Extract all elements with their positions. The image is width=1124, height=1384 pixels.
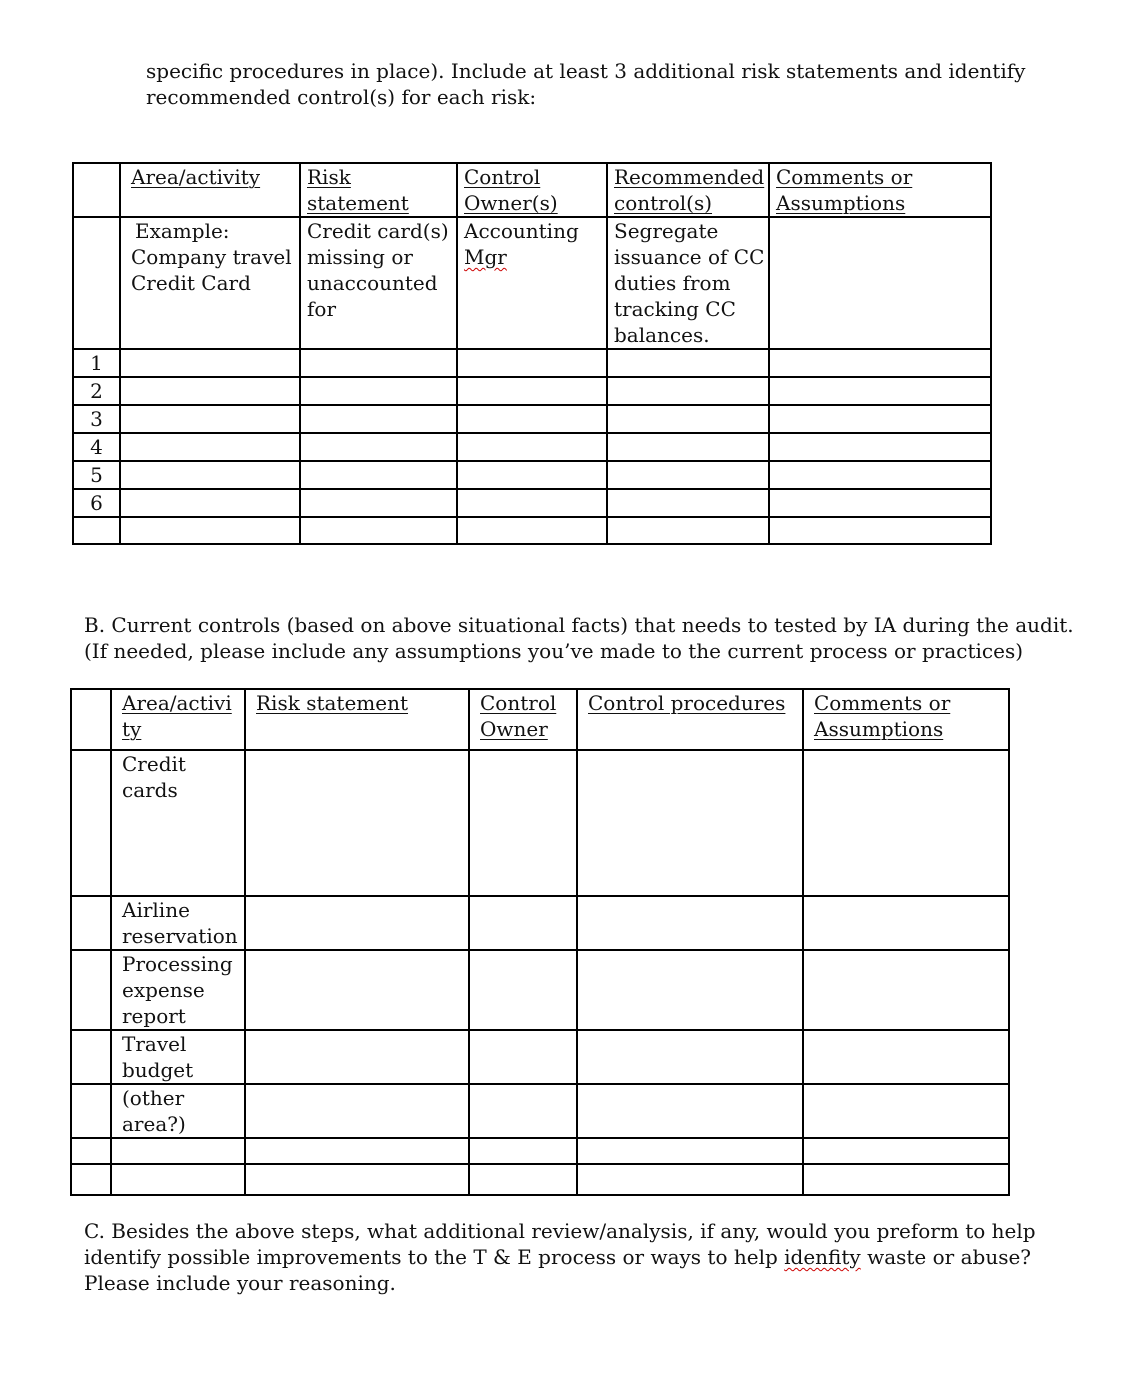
blank-2-procedures[interactable] bbox=[577, 1164, 803, 1195]
airline-procedures[interactable] bbox=[577, 896, 803, 950]
blank-2-owner[interactable] bbox=[469, 1164, 577, 1195]
header-area-activity: Area/activi ty bbox=[111, 689, 245, 750]
blank-2-risk[interactable] bbox=[245, 1164, 469, 1195]
table-row bbox=[73, 433, 991, 461]
current-controls-table bbox=[70, 688, 1010, 1196]
row-5-control[interactable] bbox=[607, 461, 769, 489]
row-2-risk[interactable] bbox=[300, 377, 457, 405]
row-7-control[interactable] bbox=[607, 517, 769, 544]
section-c-line-2: identify possible improvements to the T & E process or ways to help idenfity waste or abuse? bbox=[84, 1245, 1032, 1269]
row-3-risk[interactable] bbox=[300, 405, 457, 433]
example-area: Example: Company travel Credit Card bbox=[120, 217, 300, 349]
blank-1-risk[interactable] bbox=[245, 1138, 469, 1164]
row-6-area[interactable] bbox=[120, 489, 300, 517]
example-risk-statement: Credit card(s) missing or unaccounted for bbox=[300, 217, 457, 349]
section-b-text bbox=[84, 612, 1084, 664]
intro-line-2: recommended control(s) for each risk: bbox=[146, 85, 537, 109]
row-6-comments[interactable] bbox=[769, 489, 991, 517]
expense-comments[interactable] bbox=[803, 950, 1009, 1030]
table-row bbox=[73, 377, 991, 405]
table-row bbox=[71, 896, 1009, 950]
row-4-area[interactable] bbox=[120, 433, 300, 461]
budget-risk[interactable] bbox=[245, 1030, 469, 1084]
row-6-owner[interactable] bbox=[457, 489, 607, 517]
blank-1-procedures[interactable] bbox=[577, 1138, 803, 1164]
row-4-risk[interactable] bbox=[300, 433, 457, 461]
row-number: 6 bbox=[73, 489, 120, 517]
credit-cards-comments[interactable] bbox=[803, 750, 1009, 896]
credit-cards-owner[interactable] bbox=[469, 750, 577, 896]
table-a-header-row bbox=[73, 163, 991, 217]
area-travel-budget: Travel budget bbox=[111, 1030, 245, 1084]
table-row bbox=[71, 1138, 1009, 1164]
section-c-line-3: Please include your reasoning. bbox=[84, 1271, 396, 1295]
row-6-risk[interactable] bbox=[300, 489, 457, 517]
table-row bbox=[71, 950, 1009, 1030]
row-7-comments[interactable] bbox=[769, 517, 991, 544]
row-3-owner[interactable] bbox=[457, 405, 607, 433]
row-1-control[interactable] bbox=[607, 349, 769, 377]
table-row bbox=[71, 1164, 1009, 1195]
row-number: 5 bbox=[73, 461, 120, 489]
row-4-control[interactable] bbox=[607, 433, 769, 461]
row-2-area[interactable] bbox=[120, 377, 300, 405]
section-c-line-1: C. Besides the above steps, what additional review/analysis, if any, would you preform to help bbox=[84, 1219, 1036, 1243]
risk-control-table bbox=[72, 162, 992, 545]
header-control-owners: Control Owner(s) bbox=[457, 163, 607, 217]
row-6-control[interactable] bbox=[607, 489, 769, 517]
other-procedures[interactable] bbox=[577, 1084, 803, 1138]
table-row bbox=[73, 489, 991, 517]
header-control-procedures: Control procedures bbox=[577, 689, 803, 750]
blank-2-area[interactable] bbox=[111, 1164, 245, 1195]
table-row bbox=[71, 1030, 1009, 1084]
row-1-area[interactable] bbox=[120, 349, 300, 377]
table-row bbox=[73, 405, 991, 433]
row-5-comments[interactable] bbox=[769, 461, 991, 489]
table-b-header-row bbox=[71, 689, 1009, 750]
table-row bbox=[73, 461, 991, 489]
row-7-area[interactable] bbox=[120, 517, 300, 544]
intro-line-1: specific procedures in place). Include at least 3 additional risk statements and identify bbox=[146, 59, 1026, 83]
example-comments bbox=[769, 217, 991, 349]
blank-1-comments[interactable] bbox=[803, 1138, 1009, 1164]
row-2-comments[interactable] bbox=[769, 377, 991, 405]
area-processing-expense-report: Processing expense report bbox=[111, 950, 245, 1030]
blank-1-owner[interactable] bbox=[469, 1138, 577, 1164]
header-comments: Comments or Assumptions bbox=[769, 163, 991, 217]
budget-comments[interactable] bbox=[803, 1030, 1009, 1084]
row-5-risk[interactable] bbox=[300, 461, 457, 489]
table-row bbox=[73, 349, 991, 377]
header-area-activity: Area/activity bbox=[120, 163, 300, 217]
budget-procedures[interactable] bbox=[577, 1030, 803, 1084]
row-number: 2 bbox=[73, 377, 120, 405]
row-7-owner[interactable] bbox=[457, 517, 607, 544]
intro-text bbox=[146, 58, 1046, 110]
header-control-owner: Control Owner bbox=[469, 689, 577, 750]
row-4-comments[interactable] bbox=[769, 433, 991, 461]
table-a-header-num bbox=[73, 163, 120, 217]
row-5-owner[interactable] bbox=[457, 461, 607, 489]
section-b-line-1: B. Current controls (based on above situational facts) that needs to tested by IA during the audit. bbox=[84, 613, 1074, 637]
other-risk[interactable] bbox=[245, 1084, 469, 1138]
credit-cards-risk[interactable] bbox=[245, 750, 469, 896]
row-4-owner[interactable] bbox=[457, 433, 607, 461]
misspelled-word: idenfity bbox=[784, 1245, 861, 1269]
row-number: 3 bbox=[73, 405, 120, 433]
row-1-comments[interactable] bbox=[769, 349, 991, 377]
other-owner[interactable] bbox=[469, 1084, 577, 1138]
row-number: 1 bbox=[73, 349, 120, 377]
section-b-line-2: (If needed, please include any assumptions you’ve made to the current process or practices) bbox=[84, 639, 1024, 663]
credit-cards-procedures[interactable] bbox=[577, 750, 803, 896]
airline-risk[interactable] bbox=[245, 896, 469, 950]
area-credit-cards: Credit cards bbox=[111, 750, 245, 896]
row-1-owner[interactable] bbox=[457, 349, 607, 377]
expense-owner[interactable] bbox=[469, 950, 577, 1030]
row-5-area[interactable] bbox=[120, 461, 300, 489]
row-7-risk[interactable] bbox=[300, 517, 457, 544]
airline-comments[interactable] bbox=[803, 896, 1009, 950]
area-airline-reservation: Airline reservation bbox=[111, 896, 245, 950]
row-2-control[interactable] bbox=[607, 377, 769, 405]
airline-owner[interactable] bbox=[469, 896, 577, 950]
header-risk-statement: Risk statement bbox=[300, 163, 457, 217]
table-row bbox=[71, 750, 1009, 896]
row-3-area[interactable] bbox=[120, 405, 300, 433]
row-2-owner[interactable] bbox=[457, 377, 607, 405]
budget-owner[interactable] bbox=[469, 1030, 577, 1084]
section-c-text bbox=[84, 1218, 1084, 1296]
header-recommended-controls: Recommended control(s) bbox=[607, 163, 769, 217]
header-comments: Comments or Assumptions bbox=[803, 689, 1009, 750]
area-other: (other area?) bbox=[111, 1084, 245, 1138]
example-control-owner: Accounting Mgr bbox=[457, 217, 607, 349]
row-1-risk[interactable] bbox=[300, 349, 457, 377]
expense-risk[interactable] bbox=[245, 950, 469, 1030]
header-risk-statement: Risk statement bbox=[245, 689, 469, 750]
example-recommended-control: Segregate issuance of CC duties from tracking CC balances. bbox=[607, 217, 769, 349]
blank-1-area[interactable] bbox=[111, 1138, 245, 1164]
table-a-example-row bbox=[73, 217, 991, 349]
expense-procedures[interactable] bbox=[577, 950, 803, 1030]
table-row bbox=[71, 1084, 1009, 1138]
other-comments[interactable] bbox=[803, 1084, 1009, 1138]
row-3-control[interactable] bbox=[607, 405, 769, 433]
row-number: 4 bbox=[73, 433, 120, 461]
row-3-comments[interactable] bbox=[769, 405, 991, 433]
blank-2-comments[interactable] bbox=[803, 1164, 1009, 1195]
table-row bbox=[73, 517, 991, 544]
